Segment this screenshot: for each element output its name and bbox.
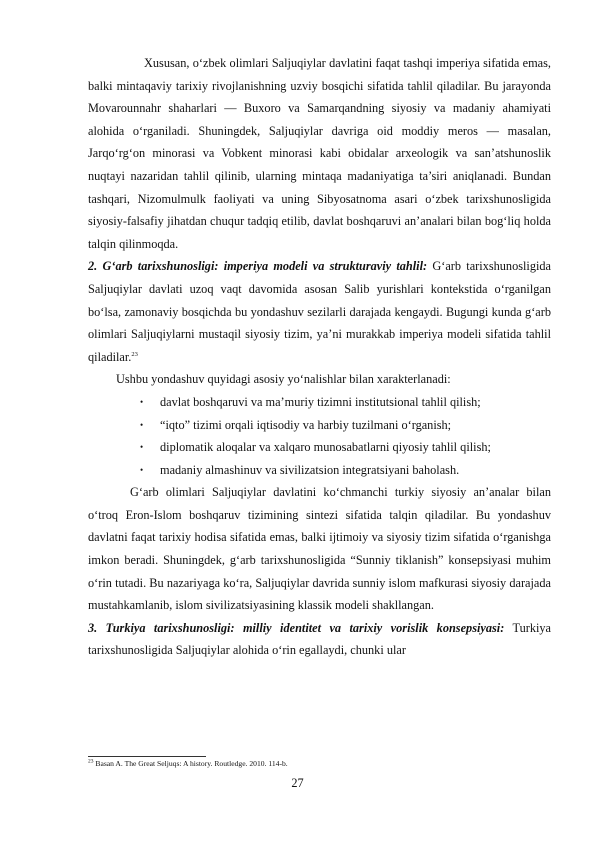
section-3-text: Turkiya tarixshunosligida Saljuqiylar alohida o‘rin egallaydi, chunki ular: [88, 620, 551, 658]
section-2-title: G‘arb tarixshunosligi: imperiya modeli va strukturaviy tahlil:: [102, 259, 428, 274]
section-2-text: G‘arb tarixshunosligida Saljuqiylar davlati uzoq vaqt davomida asosan Salib yurishlari kontekstida o‘rganilgan bo‘lsa, zamonaviy bosqichda bu yondashuv sezilarli darajada kengaydi. Bugungi kunda g‘arb olimlari Saljuqiylarni mustaqil siyosiy tizim, ya’ni murakkab imperiya modeli sifatida tahlil qiladilar.: [88, 259, 552, 364]
paragraph-uzbek-historiography: Xususan, o‘zbek olimlari Saljuqiylar davlatini faqat tashqi imperiya sifatida emas, balki mintaqaviy tarixiy rivojlanishning uzviy bosqichi sifatida tahlil qiladilar. Bu jarayonda Movarounnahr shaharlari — Buxoro va Samarqandning siyosiy va madaniy ahamiyati alohida o‘rganiladi. Shuningdek, Saljuqiylar davriga oid moddiy meros — masalan, Jarqo‘rg‘on minorasi va Vobkent minorasi kabi obidalar arxeologik va san’atshunoslik nuqtayi nazaridan tahlil qilinib, ularning mintaqa madaniyatiga ta’siri aniqlanadi. Bundan tashqari, Nizomulmulk faoliyati va uning Sibyosatnoma asari o‘zbek tarixshunosligida siyosiy-falsafiy jihatdan chuqur tadqiq etilib, davlat boshqaruvi an’analari bilan bog‘liq holda talqin qilinmoqda.: [88, 56, 551, 251]
page-number: 27: [291, 776, 304, 790]
list-item: • davlat boshqaruvi va ma’muriy tizimni institutsional tahlil qilish;: [88, 391, 551, 414]
list-item: • “iqto” tizimi orqali iqtisodiy va harbiy tuzilmani o‘rganish;: [88, 414, 551, 437]
list-lead-text: Ushbu yondashuv quyidagi asosiy yo‘nalishlar bilan xarakterlanadi:: [116, 372, 451, 387]
list-item: • diplomatik aloqalar va xalqaro munosabatlarni qiyosiy tahlil qilish;: [88, 436, 551, 459]
section-3-paragraph: [88, 617, 551, 662]
section-2-number: 2.: [88, 259, 98, 274]
section-3-heading: 3. Turkiya tarixshunosligi: milliy identitet va tarixiy vorislik konsepsiyasi:: [88, 620, 505, 635]
section-2-paragraph: [88, 255, 551, 368]
bullet-list: [88, 391, 551, 481]
paragraph-western-interpretation: G‘arb olimlari Saljuqiylar davlatini ko‘chmanchi turkiy siyosiy an’analar bilan o‘troq Eron-Islom boshqaruv tizimining sintezi sifatida talqin qiladilar. Bu yondashuv davlatni faqat tarixiy hodisa sifatida emas, balki ijtimoiy va siyosiy tizim sifatida o‘rganishga imkon beradi. Shuningdek, g‘arb tarixshunosligida “Sunniy tiklanish” konsepsiyasi muhim o‘rin tutadi. Bu nazariyaga ko‘ra, Saljuqiylar davrida sunniy islom mafkurasi siyosiy darajada mustahkamlanib, islom sivilizatsiyasining klassik modeli shakllangan.: [88, 485, 551, 613]
footnote-text: Basan A. The Great Seljuqs: A history. Routledge. 2010. 114-b.: [93, 759, 288, 768]
footnote-divider: [88, 756, 206, 757]
footnote-mark: 23: [88, 758, 94, 765]
section-2-heading: [88, 259, 427, 273]
footnote-ref[interactable]: 23: [131, 350, 138, 358]
document-body: [88, 52, 551, 662]
footnote: [88, 759, 551, 769]
list-item: • madaniy almashinuv va sivilizatsion integratsiyani baholash.: [88, 459, 551, 482]
